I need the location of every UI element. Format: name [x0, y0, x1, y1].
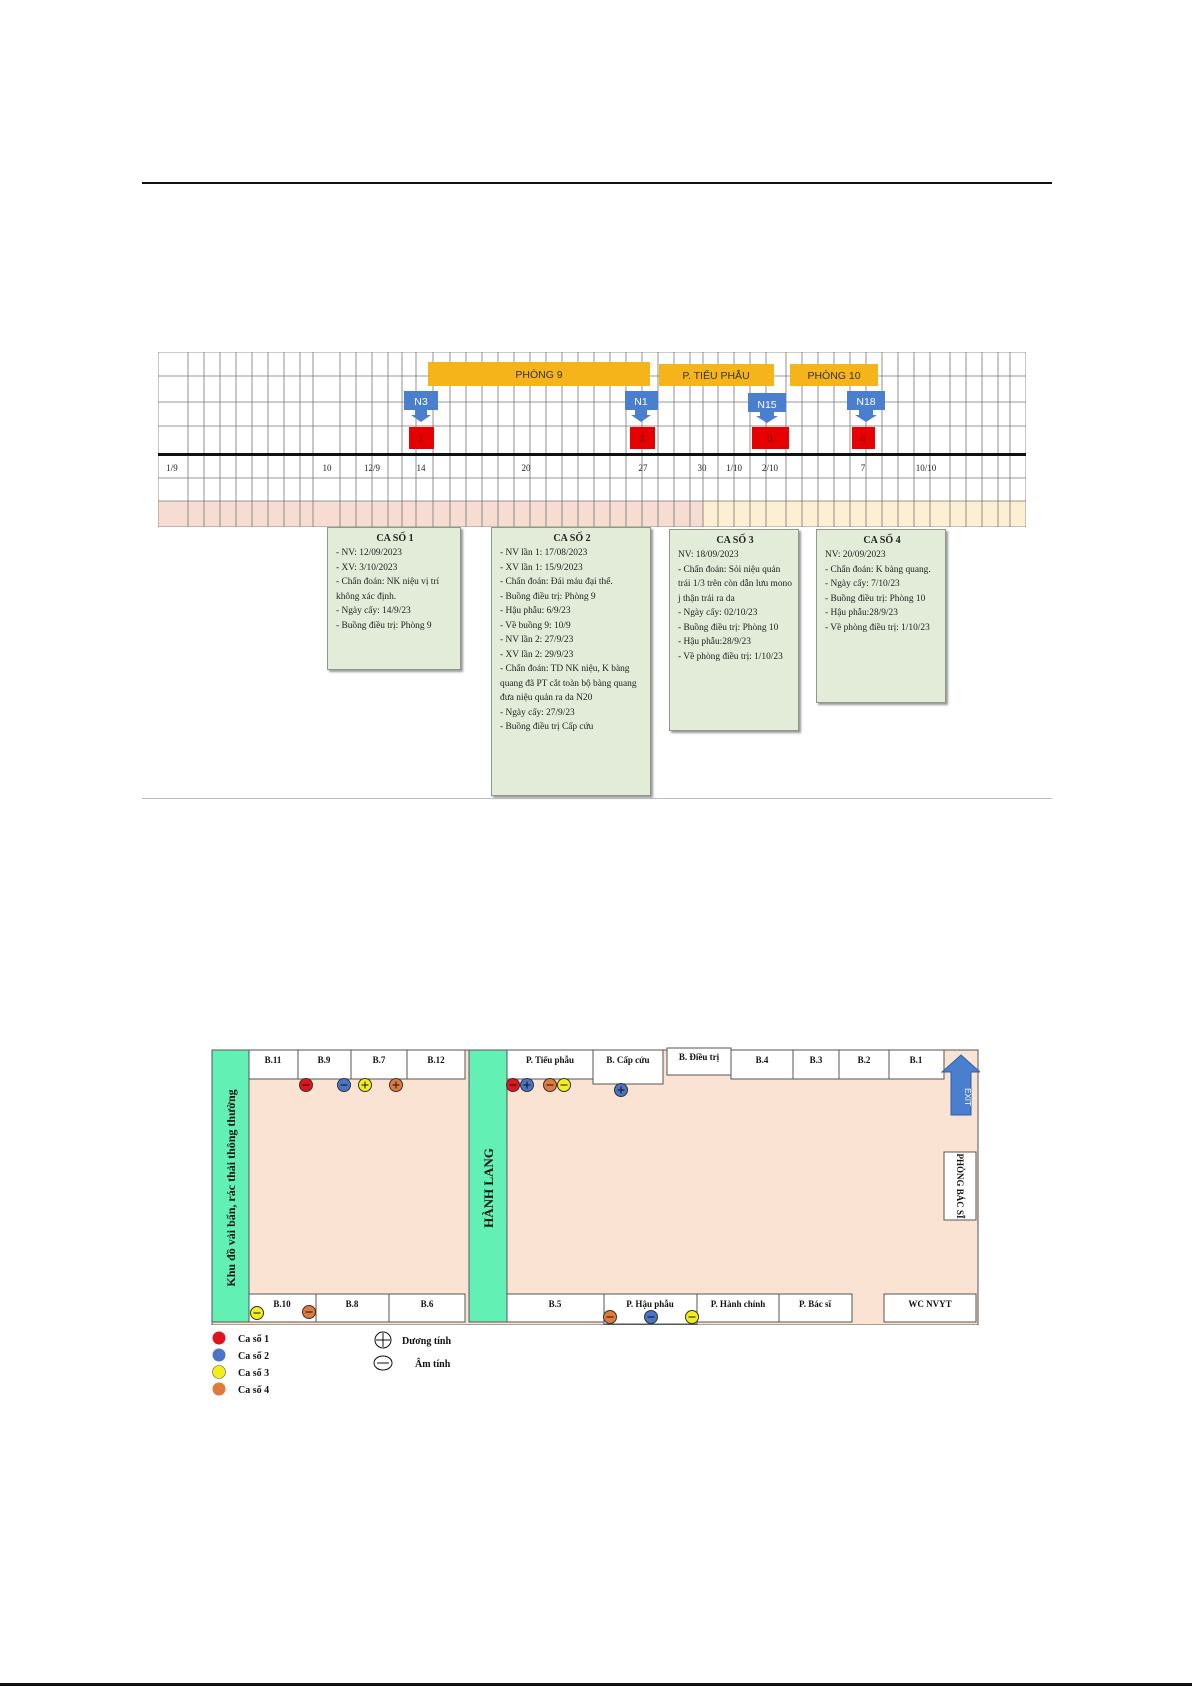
- room-bar-phong9: [428, 362, 650, 386]
- case-line: - XV lần 1: 15/9/2023: [500, 562, 583, 573]
- case-title: CA SỐ 4: [863, 535, 901, 546]
- case-title: CA SỐ 3: [716, 535, 754, 546]
- admission-tag-n18: [847, 391, 885, 422]
- case-line: - Buồng điều trị: Phòng 10: [678, 622, 779, 633]
- legend-case3: [213, 1366, 270, 1380]
- legend-positive: [375, 1332, 451, 1348]
- sample-case4-negative: [544, 1079, 557, 1092]
- legend-case4: [213, 1383, 270, 1397]
- date-label: 27: [638, 463, 648, 473]
- case-line: - NV lần 1: 17/08/2023: [500, 548, 588, 558]
- room-b11: [249, 1050, 298, 1079]
- legend-case1: [213, 1332, 270, 1346]
- room-wc: [884, 1294, 976, 1322]
- sample-case4-positive: [390, 1079, 403, 1092]
- case-line: - Ngày cấy: 7/10/23: [825, 579, 900, 589]
- svg-text:P. Tiểu phẫu: P. Tiểu phẫu: [525, 1055, 575, 1065]
- case-line: - Chẩn đoán: K bàng quang.: [825, 564, 931, 575]
- floorplan-legend: [205, 1328, 505, 1398]
- case-marker-4: [852, 427, 875, 449]
- case-line: - Hậu phẫu: 6/9/23: [500, 606, 571, 616]
- svg-text:B.11: B.11: [264, 1055, 282, 1065]
- date-label: 12/9: [363, 463, 381, 473]
- date-label: 10/10: [915, 463, 937, 473]
- case-line: - Buồng điều trị: Phòng 9: [336, 620, 432, 631]
- case-line: - NV: 12/09/2023: [336, 548, 402, 558]
- case-line: - Chẩn đoán: Đái máu đại thể.: [500, 577, 613, 587]
- timeline-axis: [158, 453, 1026, 456]
- svg-text:1: 1: [418, 434, 424, 445]
- case-line: - XV: 3/10/2023: [336, 562, 398, 573]
- svg-text:N15: N15: [757, 399, 777, 411]
- svg-text:2: 2: [639, 434, 645, 445]
- room-tieu-phau: [507, 1050, 593, 1079]
- top-rule: [142, 182, 1052, 184]
- legend-negative: [374, 1356, 451, 1370]
- timeline-band-phong10: [703, 501, 1026, 527]
- case-line: - NV lần 2: 27/9/23: [500, 635, 574, 645]
- case-marker-2: [630, 427, 655, 449]
- room-cap-cuu: [593, 1050, 663, 1084]
- case-line: - Chẩn đoán: NK niệu vị trí không xác định.: [336, 577, 440, 602]
- svg-text:Dương tính: Dương tính: [402, 1336, 452, 1347]
- room-b7: [351, 1050, 407, 1079]
- case-line: - Buồng điều trị Cấp cứu: [500, 722, 594, 732]
- room-label-tieu-phau: P. TIỂU PHẪU: [682, 370, 750, 382]
- case-line: - Về buồng 9: 10/9: [500, 620, 571, 631]
- legend-case2: [213, 1349, 270, 1363]
- timeline-chart: [158, 352, 1026, 527]
- svg-text:Ca số 3: Ca số 3: [238, 1368, 270, 1379]
- date-label: 1/10: [725, 463, 743, 473]
- room-b12: [407, 1050, 465, 1079]
- room-label-phong10: PHÒNG 10: [807, 370, 861, 382]
- svg-text:3: 3: [767, 434, 773, 445]
- room-b6: [389, 1294, 465, 1322]
- sample-case1-negative: [300, 1079, 313, 1092]
- case-line: - Ngày cấy: 27/9/23: [500, 707, 575, 718]
- case-marker-1: [409, 427, 434, 449]
- section-divider: [142, 798, 1052, 799]
- sample-case3-negative: [686, 1311, 699, 1324]
- svg-text:EXIT: EXIT: [963, 1088, 972, 1106]
- case-line: - Chẩn đoán: TD NK niệu, K bàng quang đã PT cắt toàn bộ bàng quang đưa niệu quản ra da N20: [500, 664, 637, 703]
- svg-text:B.6: B.6: [420, 1299, 434, 1309]
- sample-case4-negative: [604, 1311, 617, 1324]
- svg-text:Ca số 1: Ca số 1: [238, 1334, 270, 1345]
- sample-case2-positive: [615, 1084, 628, 1097]
- case-box-4: [816, 529, 946, 703]
- timeline-band-phong9: [158, 501, 703, 527]
- date-label: 7: [860, 463, 866, 473]
- svg-text:Âm tính: Âm tính: [415, 1359, 451, 1370]
- room-bar-tieu-phau: [659, 364, 774, 386]
- sample-case2-positive: [521, 1079, 534, 1092]
- svg-text:B. Cấp cứu: B. Cấp cứu: [606, 1055, 650, 1065]
- date-label: 30: [697, 463, 707, 473]
- room-label-phong9: PHÒNG 9: [515, 369, 563, 381]
- case-line: - Ngày cấy: 14/9/23: [336, 606, 411, 616]
- room-dieu-tri: [667, 1048, 731, 1075]
- room-bac-si: [779, 1294, 852, 1322]
- svg-text:B.9: B.9: [317, 1055, 331, 1065]
- admission-tag-n1: [625, 391, 658, 422]
- svg-text:PHÒNG BÁC SĨ: PHÒNG BÁC SĨ: [955, 1153, 965, 1219]
- svg-text:N3: N3: [414, 396, 428, 408]
- svg-text:B.12: B.12: [427, 1055, 445, 1065]
- svg-text:B.4: B.4: [755, 1055, 769, 1065]
- case-line: - Hậu phẫu:28/9/23: [825, 608, 898, 618]
- admission-tag-n15: [748, 393, 786, 423]
- room-b4: [731, 1050, 793, 1079]
- sample-case2-negative: [338, 1079, 351, 1092]
- sample-case2-negative: [645, 1311, 658, 1324]
- floor-area: [212, 1050, 978, 1325]
- doctor-room-right: [944, 1152, 976, 1220]
- svg-text:B.10: B.10: [273, 1299, 291, 1309]
- svg-text:P. Hành chính: P. Hành chính: [710, 1299, 766, 1309]
- svg-text:B.7: B.7: [372, 1055, 386, 1065]
- room-hanh-chinh: [697, 1294, 779, 1322]
- room-b1: [889, 1050, 944, 1079]
- room-b3: [793, 1050, 839, 1079]
- svg-text:P. Hậu phẫu: P. Hậu phẫu: [626, 1299, 674, 1309]
- case-line: - XV lần 2: 29/9/23: [500, 649, 574, 660]
- svg-text:B.2: B.2: [857, 1055, 871, 1065]
- svg-text:N1: N1: [634, 396, 648, 408]
- case-line: - Ngày cấy: 02/10/23: [678, 608, 758, 618]
- date-label: 10: [322, 463, 332, 473]
- sample-case4-negative: [303, 1306, 316, 1319]
- room-bar-phong10: [790, 364, 878, 386]
- date-label: 1/9: [166, 463, 178, 473]
- sample-case3-positive: [359, 1079, 372, 1092]
- case-line: NV: 20/09/2023: [825, 550, 886, 560]
- ward-floor-plan: [210, 1045, 980, 1325]
- sample-case1-negative: [507, 1079, 520, 1092]
- sample-case3-negative: [558, 1079, 571, 1092]
- svg-text:P. Bác sĩ: P. Bác sĩ: [799, 1299, 831, 1309]
- case-marker-3: [752, 427, 789, 449]
- case-line: - Hậu phẫu:28/9/23: [678, 637, 751, 647]
- case-box-1: [327, 527, 461, 670]
- svg-text:B.5: B.5: [548, 1299, 562, 1309]
- case-box-3: [669, 529, 799, 731]
- svg-text:Ca số 4: Ca số 4: [238, 1385, 270, 1396]
- svg-text:WC NVYT: WC NVYT: [908, 1299, 952, 1309]
- date-label: 2/10: [761, 463, 779, 473]
- room-b8: [316, 1294, 389, 1322]
- svg-text:B. Điều trị: B. Điều trị: [678, 1052, 720, 1062]
- svg-text:N18: N18: [856, 396, 876, 408]
- svg-text:B.8: B.8: [345, 1299, 359, 1309]
- svg-text:B.1: B.1: [909, 1055, 923, 1065]
- room-b9: [298, 1050, 351, 1079]
- case-line: - Buồng điều trị: Phòng 10: [825, 593, 926, 604]
- case-title: CA SỐ 1: [376, 533, 414, 544]
- case-line: - Về phòng điều trị: 1/10/23: [825, 622, 930, 633]
- room-b2: [839, 1050, 889, 1079]
- case-line: NV: 18/09/2023: [678, 550, 739, 560]
- case-box-2: [491, 527, 651, 796]
- left-zone-label: Khu đồ vải bẩn, rác thải thông thường: [224, 1089, 238, 1287]
- case-title: CA SỐ 2: [553, 533, 591, 544]
- svg-text:4: 4: [860, 434, 866, 445]
- corridor-label: HÀNH LANG: [481, 1148, 496, 1228]
- svg-text:Ca số 2: Ca số 2: [238, 1351, 270, 1362]
- sample-case3-negative: [251, 1307, 264, 1320]
- case-line: - Về phòng điều trị: 1/10/23: [678, 651, 783, 662]
- date-label: 14: [416, 463, 426, 473]
- svg-text:B.3: B.3: [809, 1055, 823, 1065]
- case-line: - Buồng điều trị: Phòng 9: [500, 591, 596, 602]
- room-b5: [507, 1294, 604, 1322]
- case-line: - Chẩn đoán: Sỏi niệu quản trái 1/3 trên còn dẫn lưu mono j thận trái ra da: [678, 564, 792, 604]
- date-label: 20: [521, 463, 531, 473]
